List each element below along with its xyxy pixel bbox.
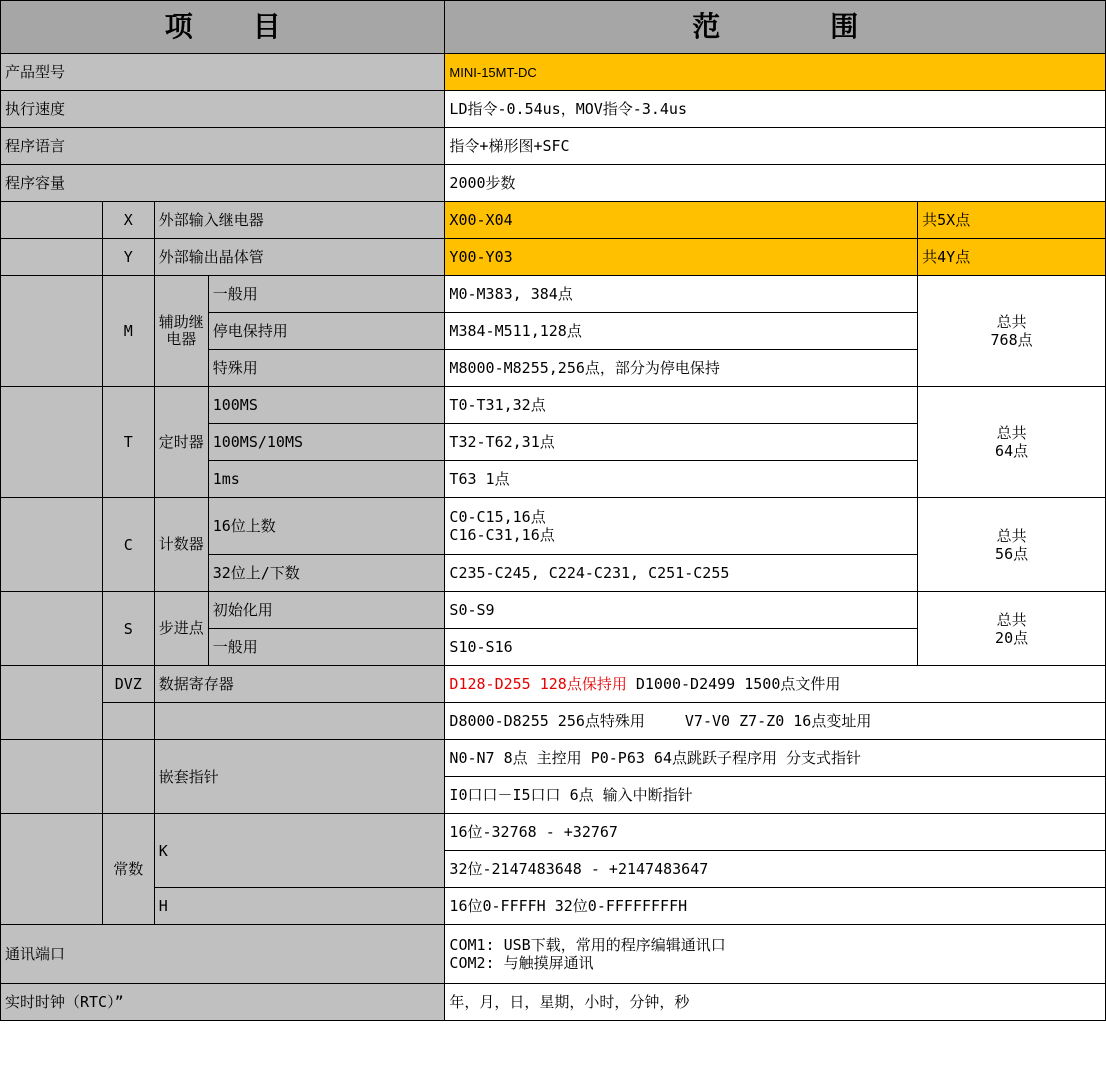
code-t: T [102,387,154,498]
range-y: Y00-Y03 [445,239,918,276]
group-m: 辅助继电器 [154,276,208,387]
label-rtc: 实时时钟（RTC）” [1,984,445,1021]
code-c: C [102,498,154,592]
code-m: M [102,276,154,387]
blank-dvz-code [102,703,154,740]
range-dvz-0: D128-D255 128点保持用 D1000-D2499 1500点文件用 [445,666,1106,703]
range-m-1: M384-M511,128点 [445,313,918,350]
code-dvz: DVZ [102,666,154,703]
label-speed: 执行速度 [1,91,445,128]
name-t-2: 1ms [208,461,445,498]
name-m-1: 停电保持用 [208,313,445,350]
name-t-0: 100MS [208,387,445,424]
name-dvz: 数据寄存器 [154,666,445,703]
code-x: X [102,202,154,239]
row-rtc [1,984,1106,1021]
name-t-1: 100MS/10MS [208,424,445,461]
name-c-1: 32位上/下数 [208,555,445,592]
range-nest-1: I0口口－I5口口 6点 输入中断指针 [445,777,1106,814]
blank-s [1,592,103,666]
row-nest-0 [1,740,1106,777]
row-capacity [1,165,1106,202]
row-dvz-1 [1,703,1106,740]
blank-dvz-name [154,703,445,740]
name-x: 外部输入继电器 [154,202,445,239]
value-speed: LD指令-0.54us，MOV指令-3.4us [445,91,1106,128]
row-const-2 [1,888,1106,925]
name-m-0: 一般用 [208,276,445,313]
range-m-2: M8000-M8255,256点，部分为停电保持 [445,350,918,387]
blank-const [1,814,103,925]
blank-t [1,387,103,498]
name-c-0: 16位上数 [208,498,445,555]
row-product [1,54,1106,91]
row-x [1,202,1106,239]
range-c-1: C235-C245, C224-C231, C251-C255 [445,555,918,592]
row-m-0 [1,276,1106,313]
label-const: 常数 [102,814,154,925]
total-s: 总共 20点 [918,592,1106,666]
range-c-0: C0-C15,16点 C16-C31,16点 [445,498,918,555]
value-language: 指令+梯形图+SFC [445,128,1106,165]
range-t-0: T0-T31,32点 [445,387,918,424]
range-dvz-1: D8000-D8255 256点特殊用 V7-V0 Z7-Z0 16点变址用 [445,703,1106,740]
row-dvz-0 [1,666,1106,703]
row-speed [1,91,1106,128]
total-x: 共5X点 [918,202,1106,239]
header-range: 范 围 [445,1,1106,54]
name-y: 外部输出晶体管 [154,239,445,276]
group-t: 定时器 [154,387,208,498]
row-y [1,239,1106,276]
total-m: 总共 768点 [918,276,1106,387]
name-m-2: 特殊用 [208,350,445,387]
range-m-0: M0-M383, 384点 [445,276,918,313]
range-k16: 16位-32768 - +32767 [445,814,1106,851]
dvz-retentive-range: D128-D255 128点保持用 [449,675,627,693]
range-s-0: S0-S9 [445,592,918,629]
label-language: 程序语言 [1,128,445,165]
blank-y [1,239,103,276]
range-h: 16位0-FFFFH 32位0-FFFFFFFFH [445,888,1106,925]
value-rtc: 年，月，日，星期，小时，分钟，秒 [445,984,1106,1021]
row-t-0 [1,387,1106,424]
row-comm [1,925,1106,984]
value-capacity: 2000步数 [445,165,1106,202]
range-x: X00-X04 [445,202,918,239]
blank-m [1,276,103,387]
range-nest-0: N0-N7 8点 主控用 P0-P63 64点跳跃子程序用 分支式指针 [445,740,1106,777]
header-row [1,1,1106,54]
value-comm: COM1: USB下载，常用的程序编辑通讯口 COM2: 与触摸屏通讯 [445,925,1106,984]
range-k32: 32位-2147483648 - +2147483647 [445,851,1106,888]
label-product: 产品型号 [1,54,445,91]
total-t: 总共 64点 [918,387,1106,498]
name-s-1: 一般用 [208,629,445,666]
value-product: MINI-15MT-DC [445,54,1106,91]
blank-c [1,498,103,592]
blank-dvz [1,666,103,740]
row-c-0 [1,498,1106,555]
range-t-1: T32-T62,31点 [445,424,918,461]
row-language [1,128,1106,165]
total-y: 共4Y点 [918,239,1106,276]
row-s-0 [1,592,1106,629]
code-y: Y [102,239,154,276]
name-h: H [154,888,445,925]
name-nest: 嵌套指针 [154,740,445,814]
total-c: 总共 56点 [918,498,1106,592]
range-s-1: S10-S16 [445,629,918,666]
header-item: 项 目 [1,1,445,54]
range-t-2: T63 1点 [445,461,918,498]
group-c: 计数器 [154,498,208,592]
name-s-0: 初始化用 [208,592,445,629]
code-s: S [102,592,154,666]
row-const-0 [1,814,1106,851]
label-capacity: 程序容量 [1,165,445,202]
name-k: K [154,814,445,888]
group-s: 步进点 [154,592,208,666]
blank-nest-code [102,740,154,814]
blank-x [1,202,103,239]
blank-nest [1,740,103,814]
label-comm: 通讯端口 [1,925,445,984]
